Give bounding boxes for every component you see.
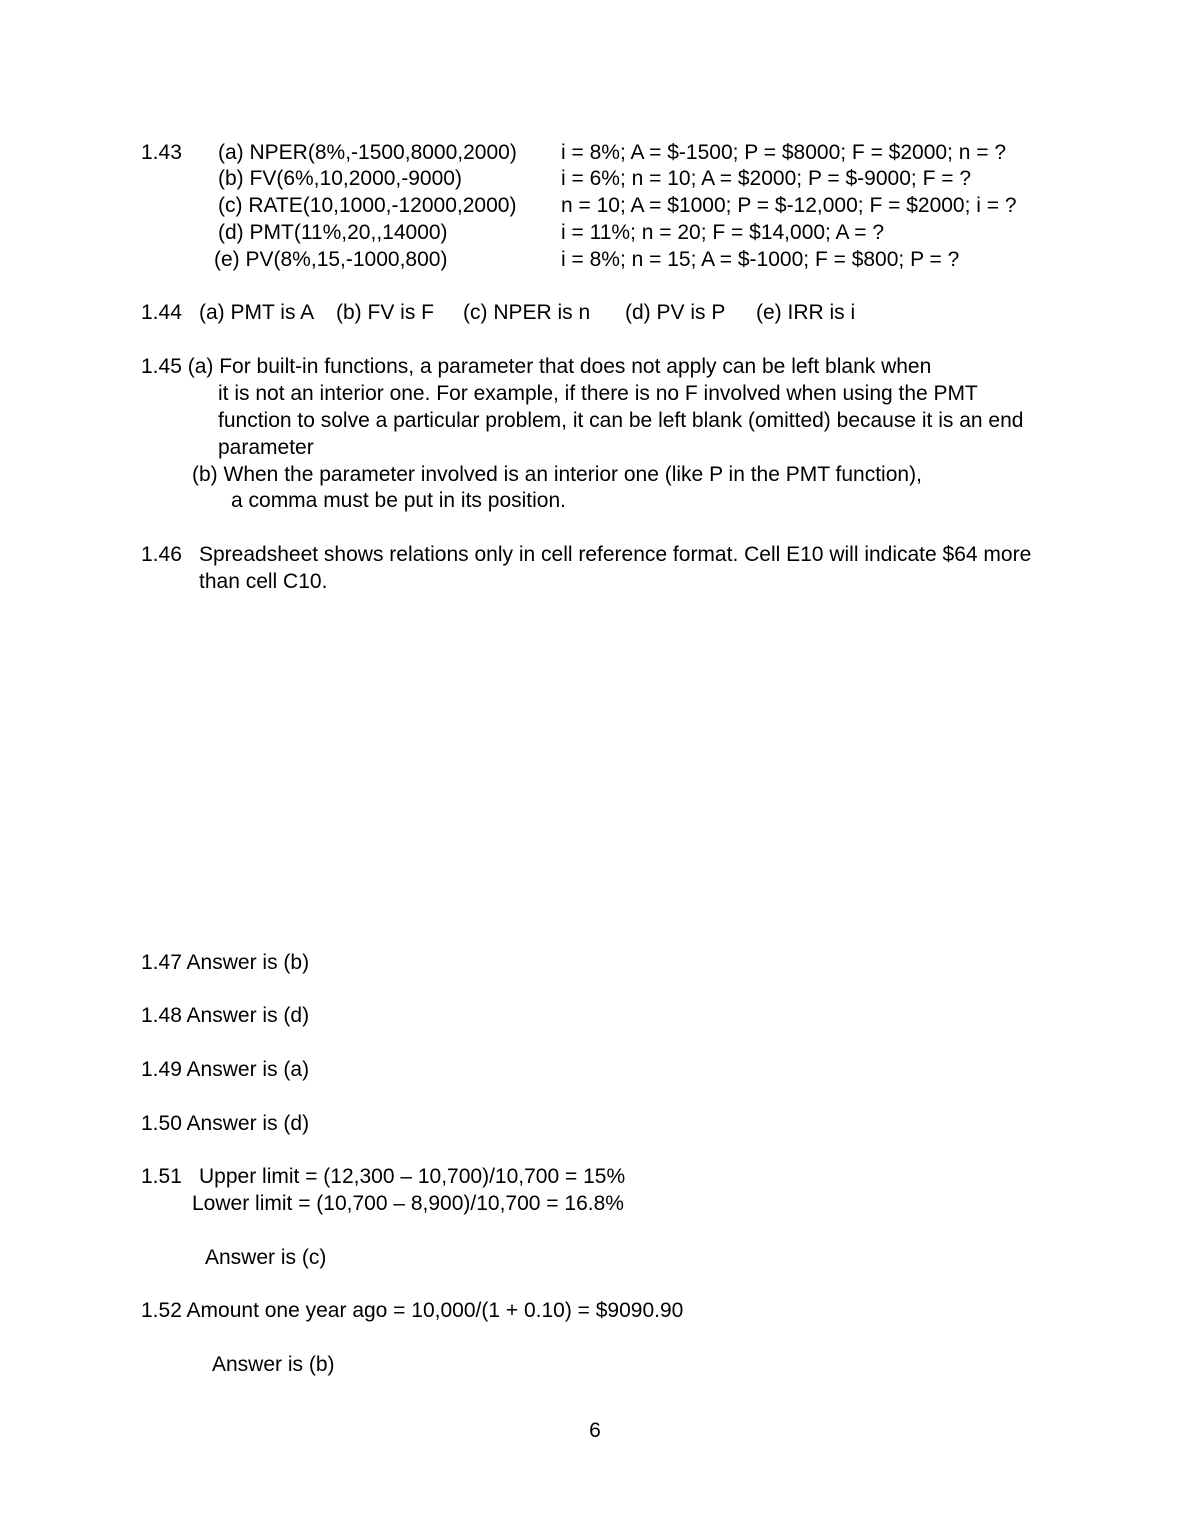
answer-e: (e) IRR is i (756, 301, 856, 324)
function-d: (d) PMT(11%,20,,14000) (218, 221, 448, 244)
problem-1-50: 1.50 Answer is (d) (141, 1112, 310, 1135)
page-number: 6 (589, 1419, 601, 1442)
problem-number: 1.46 (141, 543, 182, 566)
problem-number: 1.51 (141, 1165, 182, 1188)
paragraph-line: function to solve a particular problem, it can be left blank (omitted) because it is an end (218, 409, 1024, 432)
function-b: (b) FV(6%,10,2000,-9000) (218, 167, 462, 190)
problem-number: 1.44 (141, 301, 182, 324)
function-a: (a) NPER(8%,-1500,8000,2000) (218, 141, 517, 164)
problem-number: 1.43 (141, 141, 182, 164)
problem-1-48: 1.48 Answer is (d) (141, 1004, 310, 1027)
calculation-line: 1.52 Amount one year ago = 10,000/(1 + 0.10) = $9090.90 (141, 1299, 684, 1322)
paragraph-line: (b) When the parameter involved is an interior one (like P in the PMT function), (192, 463, 922, 486)
paragraph-line: it is not an interior one. For example, if there is no F involved when using the PMT (218, 382, 978, 405)
paragraph-line: than cell C10. (199, 570, 328, 593)
function-e: (e) PV(8%,15,-1000,800) (214, 248, 448, 271)
answer-d: (d) PV is P (625, 301, 726, 324)
answer: Answer is (b) (212, 1353, 335, 1376)
problem-1-49: 1.49 Answer is (a) (141, 1058, 310, 1081)
upper-limit: Upper limit = (12,300 – 10,700)/10,700 = 15% (199, 1165, 626, 1188)
description-b: i = 6%; n = 10; A = $2000; P = $-9000; F = ? (561, 167, 972, 190)
paragraph-line: parameter (218, 436, 314, 459)
description-d: i = 11%; n = 20; F = $14,000; A = ? (561, 221, 885, 244)
paragraph-line: 1.45 (a) For built-in functions, a parameter that does not apply can be left blank when (141, 355, 932, 378)
description-a: i = 8%; A = $-1500; P = $8000; F = $2000; n = ? (561, 141, 1007, 164)
answer-b: (b) FV is F (336, 301, 434, 324)
paragraph-line: Spreadsheet shows relations only in cell reference format. Cell E10 will indicate $64 more (199, 543, 1032, 566)
description-c: n = 10; A = $1000; P = $-12,000; F = $2000; i = ? (561, 194, 1017, 217)
lower-limit: Lower limit = (10,700 – 8,900)/10,700 = 16.8% (192, 1192, 624, 1215)
description-e: i = 8%; n = 15; A = $-1000; F = $800; P = ? (561, 248, 960, 271)
function-c: (c) RATE(10,1000,-12000,2000) (218, 194, 517, 217)
problem-1-47: 1.47 Answer is (b) (141, 951, 310, 974)
answer: Answer is (c) (205, 1246, 327, 1269)
answer-c: (c) NPER is n (463, 301, 591, 324)
answer-a: (a) PMT is A (199, 301, 315, 324)
paragraph-line: a comma must be put in its position. (231, 489, 566, 512)
